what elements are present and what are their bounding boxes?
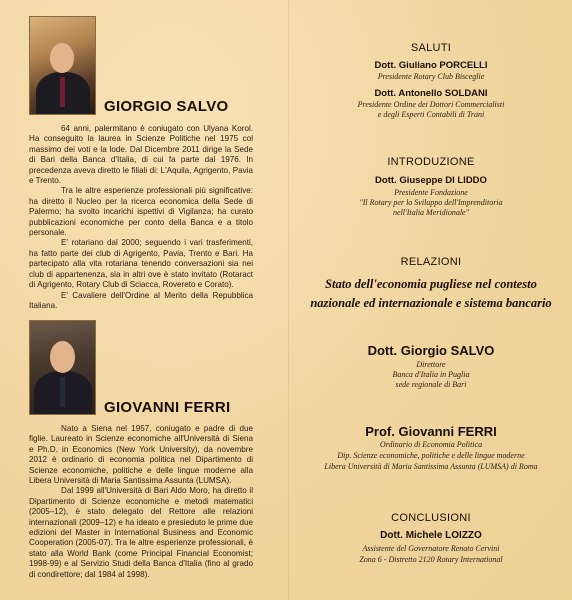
portrait-photo-giorgio-salvo	[29, 16, 96, 115]
speaker-role: Direttore	[416, 360, 446, 369]
bio-name-giorgio-salvo: GIORGIO SALVO	[104, 98, 229, 115]
portrait-head	[50, 341, 75, 373]
portrait-head	[50, 43, 74, 73]
speaker-role: Assistente del Governatore Renato Cervini	[362, 544, 500, 553]
speaker-name: Dott. Giuliano PORCELLI	[374, 60, 488, 71]
section-title-relazioni: RELAZIONI	[400, 256, 462, 268]
bio-paragraph: Dal 1999 all'Università di Bari Aldo Moro, ha diretto il Dipartimento di Scienze economiche e metodi matematici (2005–12), è stato delegato del Rettore alle relazioni internazionali (2009–12) e ha ideato e presieduto le prime due edizioni del Master in International Business and Economic Cooperation (2005-07). Tra le altre esperienze professionali, è stato alla World Bank (come Principal Financial Economist; 1998-99) e al Servizio Studi della Banca d'Italia (fino al grado di condirettore; dal 1984 al 1998).	[29, 486, 253, 579]
speaker-role: "Il Rotary per lo Sviluppo dell'Imprenditoria	[359, 198, 503, 207]
bio-text-giovanni-ferri	[29, 424, 253, 580]
bio-paragraph: 64 anni, palermitano è coniugato con Ulyana Korol. Ha conseguito la laurea in Scienze Politiche nel 1975 col massimo dei voti e la lode. Dal Dicembre 2011 dirige la Sede di Bari della Banca d'Italia, di cui fa parte dal 1976. In precedenza aveva diretto le filiali di: L'Aquila, Agrigento, Pavia e Trento.	[29, 124, 253, 186]
speaker-name: Dott. Giuseppe DI LIDDO	[375, 175, 487, 186]
speaker-name: Dott. Giorgio SALVO	[367, 343, 495, 358]
speaker-role: Presidente Fondazione	[394, 188, 468, 197]
speaker-role: Banca d'Italia in Puglia	[392, 370, 470, 379]
speaker-role: Presidente Ordine dei Dottori Commercialisti	[357, 100, 505, 109]
portrait-photo-giovanni-ferri	[29, 320, 96, 415]
bio-paragraph: Nato a Siena nel 1957, coniugato e padre di due figlie. Laureato in Scienze economiche all'Università di Siena e Ph.D. in Economics (New York University), da novembre 2012 è ordinario di economia politica nel Dipartimento di Scienze economiche, politiche e delle lingue moderne alla Libera Università di Maria Santissima Assunta (LUMSA).	[29, 424, 253, 486]
speaker-role: Presidente Rotary Club Bisceglie	[377, 72, 485, 81]
page-fold-divider	[288, 0, 289, 600]
speaker-role: nell'Italia Meridionale"	[393, 208, 469, 217]
talk-title-line: nazionale ed internazionale e sistema bancario	[310, 296, 552, 310]
talk-title-line: Stato dell'economia pugliese nel contesto	[325, 277, 537, 291]
speaker-role: Ordinario di Economia Politica	[379, 440, 483, 449]
speaker-role: Libera Università di Maria Santissima Assunta (LUMSA) di Roma	[324, 462, 538, 471]
bio-paragraph: E' rotariano dal 2000; seguendo i vari trasferimenti, ha fatto parte dei club di Agrigento, Pavia, Trento e Bari. Ha partecipato alla vita rotariana tenendo conversazioni sia nei club di appartenenza, sia in altri ove è stato invitato (Rotaract di Agrigento, Rotary Club di Sciacca, Rovereto e Corato).	[29, 238, 253, 290]
speaker-name: Prof. Giovanni FERRI	[365, 424, 497, 439]
speaker-role: e degli Esperti Contabili di Trani	[377, 110, 485, 119]
speaker-name: Dott. Michele LOIZZO	[380, 530, 482, 541]
bio-paragraph: Tra le altre esperienze professionali più significative: ha diretto il Nucleo per la ricerca economica della Sede di Palermo; ha svolto incarichi ispettivi di Vigilanza; ha curato pubblicazioni economiche per conto della Banca e a titolo personale.	[29, 186, 253, 238]
section-title-saluti: SALUTI	[410, 42, 452, 54]
right-column	[290, 0, 572, 600]
speaker-role: sede regionale di Bari	[395, 380, 467, 389]
bio-paragraph: E' Cavaliere dell'Ordine al Merito della Repubblica Italiana.	[29, 290, 253, 310]
portrait-tie	[60, 377, 65, 407]
speaker-name: Dott. Antonello SOLDANI	[374, 88, 488, 99]
speaker-role: Zona 6 - Distretto 2120 Rotary International	[359, 555, 503, 564]
section-title-conclusioni: CONCLUSIONI	[391, 512, 471, 524]
speaker-role: Dip. Scienze economiche, politiche e delle lingue moderne	[337, 451, 525, 460]
section-title-introduzione: INTRODUZIONE	[387, 156, 475, 168]
talk-title	[290, 275, 572, 313]
bio-text-giorgio-salvo	[29, 124, 253, 311]
bio-name-giovanni-ferri: GIOVANNI FERRI	[104, 399, 231, 416]
portrait-tie	[60, 77, 65, 107]
